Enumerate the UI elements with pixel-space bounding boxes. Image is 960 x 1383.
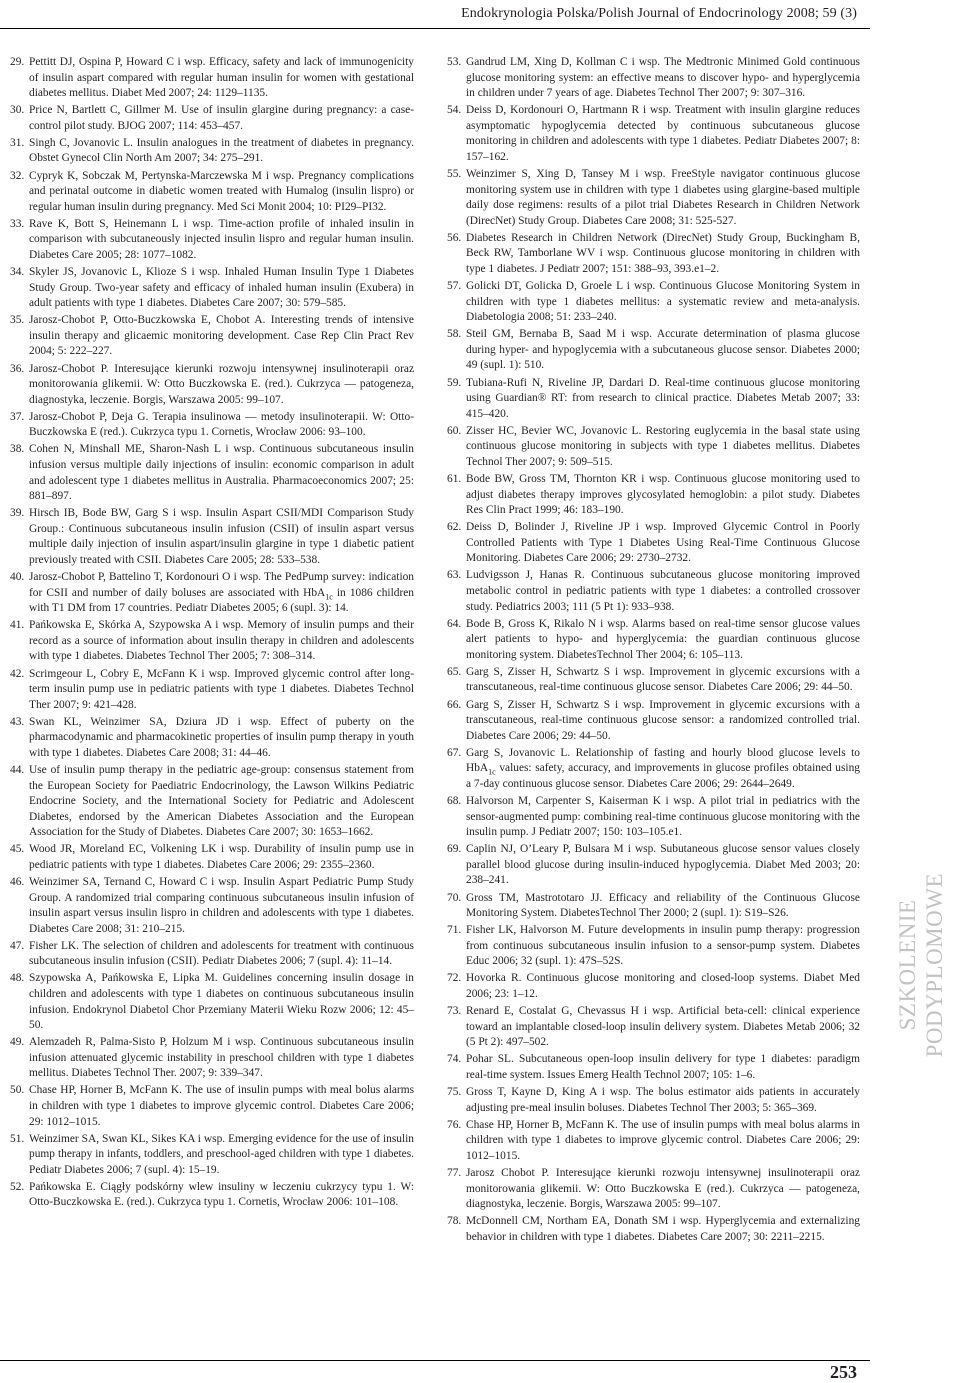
reference-text: McDonnell CM, Northam EA, Donath SM i wsp. Hyperglycemia and externalizing behavior in children with type 1 diabetes. Diabetes Care 2007; 30: 2211–2215. <box>466 1215 860 1243</box>
reference-text: Halvorson M, Carpenter S, Kaiserman K i wsp. A pilot trial in pediatrics with the sensor-augmented pump: combining real-time continuous glucose monitoring with the insulin pump. J Pediatr 2007; 150: 103–105.e1. <box>466 795 860 839</box>
reference-number: 71. <box>447 924 462 937</box>
reference-text: Renard E, Costalat G, Chevassus H i wsp. Artificial beta-cell: clinical experience toward an implantable closed-loop insulin delivery system. Diabetes Metab 2006; 32 (5 Pt 2): 497–502. <box>466 1005 860 1049</box>
reference-item <box>10 1132 414 1179</box>
reference-number: 31. <box>10 136 25 149</box>
reference-number: 77. <box>447 1166 462 1179</box>
reference-text: Pańkowska E. Ciągły podskórny wlew insuliny w leczeniu cukrzycy typu 1. W: Otto-Buczkowska E. (red.). Cukrzyca typu 1. Cornetis, Wrocław 2006: 101–108. <box>29 1180 414 1209</box>
reference-text: Scrimgeour L, Cobry E, McFann K i wsp. Improved glycemic control after long-term insulin pump use in pediatric patients with type 1 diabetes. Diabetes Technol Ther 2007; 9: 421–428. <box>29 667 414 711</box>
reference-item <box>10 667 414 714</box>
reference-number: 67. <box>447 746 462 759</box>
reference-text: Wood JR, Moreland EC, Volkening LK i wsp. Durability of insulin pump use in pediatric patients with type 1 diabetes. Diabetes Care 2006; 29: 2355–2360. <box>29 843 414 871</box>
reference-text: Diabetes Research in Children Network (DirecNet) Study Group, Buckingham B, Beck RW, Tamborlane WV i wsp. Continuous glucose monitoring in children with type 1 diabetes. J Pediatr 2007; 151: 388–93, 393.e1–2. <box>466 231 860 275</box>
reference-number: 53. <box>447 56 462 68</box>
reference-number: 46. <box>10 875 25 888</box>
reference-item <box>10 763 414 841</box>
reference-item <box>447 568 860 615</box>
reference-item <box>447 376 860 423</box>
reference-number: 54. <box>447 104 462 117</box>
reference-text: Swan KL, Weinzimer SA, Dziura JD i wsp. Effect of puberty on the pharmacodynamic and pharmacokinetic properties of insulin pump therapy in youth with type 1 diabetes. Diabetes Care 2008; 31: 44–46. <box>29 715 414 759</box>
reference-number: 42. <box>10 667 25 680</box>
reference-number: 66. <box>447 698 462 711</box>
reference-text: Golicki DT, Golicka D, Groele L i wsp. Continuous Glucose Monitoring System in children with type 1 diabetes mellitus: a systematic review and meta-analysis. Diabetologia 2008; 51: 233–240. <box>466 280 860 324</box>
reference-number: 40. <box>10 571 25 584</box>
reference-item <box>447 1166 860 1213</box>
reference-number: 68. <box>447 795 462 808</box>
reference-item <box>10 55 414 102</box>
reference-text: Weinzimer SA, Ternand C, Howard C i wsp. Insulin Aspart Pediatric Pump Study Group. A randomized trial comparing continuous subcutaneous insulin infusion of insulin aspart versus insulin lispro in children and adolescents with type 1 diabetes. Diabetes Care 2008; 31: 210–215. <box>29 875 414 935</box>
reference-text: Pańkowska E, Skórka A, Szypowska A i wsp. Memory of insulin pumps and their record as a source of information about insulin therapy in children and adolescents with type 1 diabetes. Diabetes Technol Ther 2005; 7: 308–314. <box>29 619 414 663</box>
reference-number: 58. <box>447 328 462 341</box>
reference-text: Singh C, Jovanovic L. Insulin analogues in the treatment of diabetes in pregnancy. Obstet Gynecol Clin North Am 2007; 34: 275–291. <box>29 136 414 165</box>
header-rule <box>0 28 870 29</box>
reference-number: 29. <box>10 56 25 68</box>
references-right-column <box>447 55 860 1247</box>
reference-item <box>447 472 860 519</box>
reference-item <box>10 362 414 409</box>
reference-number: 51. <box>10 1132 25 1145</box>
reference-text: Price N, Bartlett C, Gillmer M. Use of insulin glargine during pregnancy: a case-control pilot study. BJOG 2007; 114: 453–457. <box>29 104 414 132</box>
reference-text: Jarosz-Chobot P, Otto-Buczkowska E, Chobot A. Interesting trends of intensive insulin therapy and glicaemic monitoring development. Case Rep Clin Pract Rev 2004; 5: 222–227. <box>29 314 414 358</box>
reference-text: Alemzadeh R, Palma-Sisto P, Holzum M i wsp. Continuous subcutaneous insulin infusion attenuated glycemic instability in preschool children with type 1 diabetes mellitus. Diabetes Technol Ther. 2007; 9: 339–347. <box>29 1036 414 1080</box>
reference-item <box>447 1118 860 1165</box>
reference-number: 56. <box>447 231 462 244</box>
reference-text: Weinzimer S, Xing D, Tansey M i wsp. FreeStyle navigator continuous glucose monitoring system use in children with type 1 diabetes using glargine-based multiple daily dose regimens: results of a pilot trial Diabetes Research in Children Network (DirecNet) Study Group. Diabetes Care 2008; 31: 525-527. <box>466 168 860 227</box>
reference-item <box>447 103 860 165</box>
reference-text: Garg S, Zisser H, Schwartz S i wsp. Improvement in glycemic excursions with a transcutaneous, real-time continuous glucose sensor. Diabetes Care 2006; 29: 44–50. <box>466 665 860 694</box>
reference-item <box>10 939 414 970</box>
reference-text: Jarosz-Chobot P, Battelino T, Kordonouri O i wsp. The PedPump survey: indication for CSII and number of daily boluses are associated with HbA$_{1c}$ in 1086 children with T1 DM from 17 countries. Pediatr Diabetes 2005; 6 (supl. 3): 14. <box>29 571 414 615</box>
reference-text: Bode BW, Gross TM, Thornton KR i wsp. Continuous glucose monitoring used to adjust diabetes therapy improves glycosylated hemoglobin: a pilot study. Diabetes Res Clin Pract 1999; 46: 183–190. <box>466 472 860 517</box>
reference-item <box>10 715 414 762</box>
reference-number: 74. <box>447 1053 462 1066</box>
reference-text: Ludvigsson J, Hanas R. Continuous subcutaneous glucose monitoring improved metabolic control in pediatric patients with type 1 diabetes: a controlled crossover study. Pediatrics 2003; 111 (5 Pt 1): 933–938. <box>466 569 860 613</box>
reference-text: Fisher LK, Halvorson M. Future developments in insulin pump therapy: progression from continuous subcutaneous insulin infusion to a sensor-pump system. Diabetes Educ 2006; 32 (supl. 1): 47S–52S. <box>466 924 860 968</box>
reference-number: 59. <box>447 376 462 389</box>
reference-number: 72. <box>447 972 462 985</box>
reference-item <box>10 875 414 937</box>
reference-item <box>447 520 860 567</box>
reference-number: 76. <box>447 1118 462 1131</box>
reference-text: Steil GM, Bernaba B, Saad M i wsp. Accurate determination of plasma glucose during hyper- and hypoglycemia with a subcutaneous glucose sensor. Diabetes 2000; 49 (supl. 1): 510. <box>466 328 860 372</box>
reference-item <box>10 169 414 216</box>
reference-number: 78. <box>447 1215 462 1228</box>
reference-text: Jarosz-Chobot P, Deja G. Terapia insulinowa — metody insulinoterapii. W: Otto-Buczkowska E (red.). Cukrzyca typu 1. Cornetis, Wrocław 2006: 93–100. <box>29 410 414 439</box>
reference-number: 30. <box>10 104 25 117</box>
reference-number: 73. <box>447 1005 462 1018</box>
reference-number: 33. <box>10 217 25 230</box>
reference-item <box>447 971 860 1002</box>
reference-number: 36. <box>10 362 25 375</box>
reference-text: Fisher LK. The selection of children and adolescents for treatment with continuous subcutaneous insulin infusion (CSII). Pediatr Diabetes 2006; 7 (supl. 4): 11–14. <box>29 939 414 968</box>
reference-item <box>447 1214 860 1245</box>
reference-text: Jarosz Chobot P. Interesujące kierunki rozwoju intensywnej insulinoterapii oraz monitorowania glikemii. W: Otto Buczkowska E (red.). Cukrzyca — patogeneza, diagnostyka, leczenie. Borgis, Warszawa 2005: 99–107. <box>466 1166 860 1211</box>
reference-text: Hovorka R. Continuous glucose monitoring and closed-loop systems. Diabet Med 2006; 23: 1–12. <box>466 972 860 1000</box>
reference-number: 38. <box>10 443 25 456</box>
reference-text: Garg S, Zisser H, Schwartz S i wsp. Improvement in glycemic excursions with a transcutaneous, real-time continuous glucose sensor: a randomized controlled trial. Diabetes Care 2006; 29: 44–50. <box>466 698 860 742</box>
reference-text: Chase HP, Horner B, McFann K. The use of insulin pumps with meal bolus alarms in children with type 1 diabetes to improve glycemic control. Diabetes Care 2006; 29: 1012–1015. <box>466 1118 860 1162</box>
footer-rule <box>0 1360 870 1361</box>
reference-number: 75. <box>447 1086 462 1099</box>
reference-item <box>447 923 860 970</box>
reference-item <box>10 1083 414 1130</box>
reference-text: Deiss D, Bolinder J, Riveline JP i wsp. Improved Glycemic Control in Poorly Controlled Patients with Type 1 Diabetes Using Real-Time Continuous Glucose Monitoring. Diabetes Care 2006; 29: 2730–2732. <box>466 521 860 565</box>
reference-text: Caplin NJ, O’Leary P, Bulsara M i wsp. Subutaneous glucose sensor values closely parallel blood glucose during insulin-induced hypoglycemia. Diabet Med 2003; 20: 238–241. <box>466 843 860 887</box>
reference-item <box>447 327 860 374</box>
reference-item <box>10 136 414 167</box>
reference-number: 52. <box>10 1180 25 1193</box>
reference-text: Cypryk K, Sobczak M, Pertynska-Marczewska M i wsp. Pregnancy complications and perinatal outcome in diabetic women treated with Humalog (insulin lispro) or regular human insulin during pregnancy. Med Sci Monit 2004; 10: PI29–PI32. <box>29 169 414 213</box>
reference-item <box>447 231 860 278</box>
reference-item <box>447 167 860 229</box>
reference-item <box>447 1004 860 1051</box>
reference-number: 35. <box>10 314 25 327</box>
reference-item <box>10 971 414 1033</box>
page-number: 253 <box>830 1362 857 1382</box>
reference-number: 63. <box>447 569 462 582</box>
reference-text: Bode B, Gross K, Rikalo N i wsp. Alarms based on real-time sensor glucose values alert patients to hypo- and hyperglycemia: the guardian continuous glucose monitoring system. DiabetesTechnol Ther 2004; 6: 105–113. <box>466 617 860 661</box>
reference-text: Garg S, Jovanovic L. Relationship of fasting and hourly blood glucose levels to HbA$_{1c}$ values: safety, accuracy, and improvements in glucose profiles obtained using a 7-day continuous glucose sensor. Diabetes Care 2006; 29: 2644–2649. <box>466 746 860 790</box>
side-label-line1: SZKOLENIE <box>895 899 920 1031</box>
section-side-label <box>894 850 948 1080</box>
reference-text: Tubiana-Rufi N, Riveline JP, Dardari D. Real-time continuous glucose monitoring using Guardian® RT: from research to clinical practice. Diabetes Metab 2007; 33: 415–420. <box>466 376 860 420</box>
reference-number: 44. <box>10 763 25 776</box>
reference-number: 61. <box>447 472 462 485</box>
reference-number: 64. <box>447 617 462 630</box>
reference-number: 47. <box>10 939 25 952</box>
reference-text: Gandrud LM, Xing D, Kollman C i wsp. The Medtronic Minimed Gold continuous glucose monitoring system: an effective means to discover hypo- and hyperglycemia in children under 7 years of age. Diabetes Technol Ther 2007; 9: 307–316. <box>466 56 860 100</box>
reference-item <box>10 1180 414 1211</box>
reference-item <box>447 55 860 102</box>
reference-item <box>447 891 860 922</box>
side-label-line2: PODYPLOMOWE <box>922 872 947 1058</box>
reference-item <box>10 442 414 504</box>
reference-text: Gross TM, Mastrototaro JJ. Efficacy and reliability of the Continuous Glucose Monitoring System. DiabetesTechnol Ther 2000; 2 (supl. 1): S19–S26. <box>466 891 860 920</box>
reference-item <box>10 217 414 264</box>
reference-item <box>447 424 860 471</box>
reference-number: 37. <box>10 410 25 423</box>
reference-item <box>10 570 414 617</box>
reference-text: Pettitt DJ, Ospina P, Howard C i wsp. Efficacy, safety and lack of immunogenicity of insulin aspart compared with regular human insulin for women with gestational diabetes mellitus. Diabet Med 2007; 24: 1129–1135. <box>29 56 414 100</box>
reference-text: Skyler JS, Jovanovic L, Klioze S i wsp. Inhaled Human Insulin Type 1 Diabetes Study Group. Two-year safety and efficacy of inhaled human insulin (Exubera) in adult patients with type 1 diabetes. Diabetes Care 2007; 30: 579–585. <box>29 266 414 310</box>
reference-text: Hirsch IB, Bode BW, Garg S i wsp. Insulin Aspart CSII/MDI Comparison Study Group.: Continuous subcutaneous insulin infusion (CSII) of insulin aspart versus multiple daily injection of insulin aspart/insulin glargine in type 1 diabetic patient previously treated with CSII. Diabetes Care 2005; 28: 533–538. <box>29 507 414 566</box>
reference-item <box>447 617 860 664</box>
reference-text: Pohar SL. Subcutaneous open-loop insulin delivery for type 1 diabetes: paradigm real-time system. Issues Emerg Health Technol 2007; 105: 1–6. <box>466 1053 860 1081</box>
reference-number: 41. <box>10 619 25 632</box>
reference-text: Deiss D, Kordonouri O, Hartmann R i wsp. Treatment with insulin glargine reduces asymptomatic hypoglycemia detected by continuous subcutaneous glucose monitoring in children and adolescents with type 1 diabetes. Pediatr Diabetes 2007; 8: 157–162. <box>466 104 860 163</box>
reference-text: Use of insulin pump therapy in the pediatric age-group: consensus statement from the European Society for Paediatric Endocrinology, the Lawson Wilkins Pediatric Endocrine Society, and the International Society for Pediatric and Adolescent Diabetes, endorsed by the American Diabetes Association and the European Association for the Study of Diabetes. Diabetes Care 2007; 30: 1653–1662. <box>29 763 414 839</box>
reference-number: 39. <box>10 507 25 520</box>
reference-number: 60. <box>447 424 462 437</box>
reference-number: 48. <box>10 972 25 985</box>
reference-item <box>10 1035 414 1082</box>
reference-item <box>10 506 414 568</box>
reference-item <box>447 698 860 745</box>
reference-item <box>447 842 860 889</box>
reference-item <box>10 313 414 360</box>
reference-item <box>447 1052 860 1083</box>
reference-text: Zisser HC, Bevier WC, Jovanovic L. Restoring euglycemia in the basal state using continuous glucose monitoring in subjects with type 1 diabetes mellitus. Diabetes Technol Ther 2007; 9: 509–515. <box>466 424 860 468</box>
reference-number: 34. <box>10 266 25 279</box>
reference-number: 43. <box>10 715 25 728</box>
reference-number: 49. <box>10 1036 25 1049</box>
references-left-column <box>10 55 414 1213</box>
journal-header: Endokrynologia Polska/Polish Journal of Endocrinology 2008; 59 (3) <box>461 6 857 21</box>
reference-item <box>10 842 414 873</box>
reference-number: 45. <box>10 843 25 856</box>
reference-text: Szypowska A, Pańkowska E, Lipka M. Guidelines concerning insulin dosage in children and adolescents with type 1 diabetes on continuous subcutaneous insulin infusion. Endokrynol Diabetol Chor Przemiany Materii Wieku Rozw 2006; 12: 45–50. <box>29 972 414 1032</box>
reference-number: 70. <box>447 891 462 904</box>
reference-number: 50. <box>10 1084 25 1097</box>
reference-item <box>10 410 414 441</box>
reference-number: 55. <box>447 168 462 181</box>
reference-number: 62. <box>447 521 462 534</box>
reference-text: Jarosz-Chobot P. Interesujące kierunki rozwoju intensywnej insulinoterapii oraz monitorowania glikemii. W: Otto Buczkowska E. (red.). Cukrzyca — patogeneza, diagnostyka, leczenie. Borgis, Warszawa 2005: 99–107. <box>29 362 414 406</box>
reference-text: Chase HP, Horner B, McFann K. The use of insulin pumps with meal bolus alarms in children with type 1 diabetes to improve glycemic control. Diabetes Care 2006; 29: 1012–1015. <box>29 1084 414 1128</box>
reference-text: Rave K, Bott S, Heinemann L i wsp. Time-action profile of inhaled insulin in comparison with subcutaneously injected insulin lispro and regular human insulin. Diabetes Care 2005; 28: 1077–1082. <box>29 217 414 261</box>
reference-number: 69. <box>447 843 462 856</box>
reference-item <box>447 1085 860 1116</box>
reference-item <box>447 794 860 841</box>
reference-item <box>447 279 860 326</box>
reference-number: 32. <box>10 169 25 182</box>
reference-item <box>10 618 414 665</box>
reference-text: Cohen N, Minshall ME, Sharon-Nash L i wsp. Continuous subcutaneous insulin infusion versus multiple daily injections of insulin: economic comparison in adult and adolescent type 1 diabetes mellitus in Australia. Pharmacoeconomics 2007; 25: 881–897. <box>29 443 414 503</box>
reference-item <box>10 265 414 312</box>
reference-item <box>10 103 414 134</box>
reference-text: Gross T, Kayne D, King A i wsp. The bolus estimator aids patients in accurately adjusting pre-meal insulin boluses. Diabetes Technol Ther 2003; 5: 365–369. <box>466 1086 860 1114</box>
reference-number: 65. <box>447 665 462 678</box>
reference-item <box>447 746 860 793</box>
reference-text: Weinzimer SA, Swan KL, Sikes KA i wsp. Emerging evidence for the use of insulin pump therapy in infants, toddlers, and preschool-aged children with type 1 diabetes. Pediatr Diabetes 2006; 7 (supl. 4): 15–19. <box>29 1132 414 1176</box>
reference-item <box>447 665 860 696</box>
reference-number: 57. <box>447 280 462 293</box>
